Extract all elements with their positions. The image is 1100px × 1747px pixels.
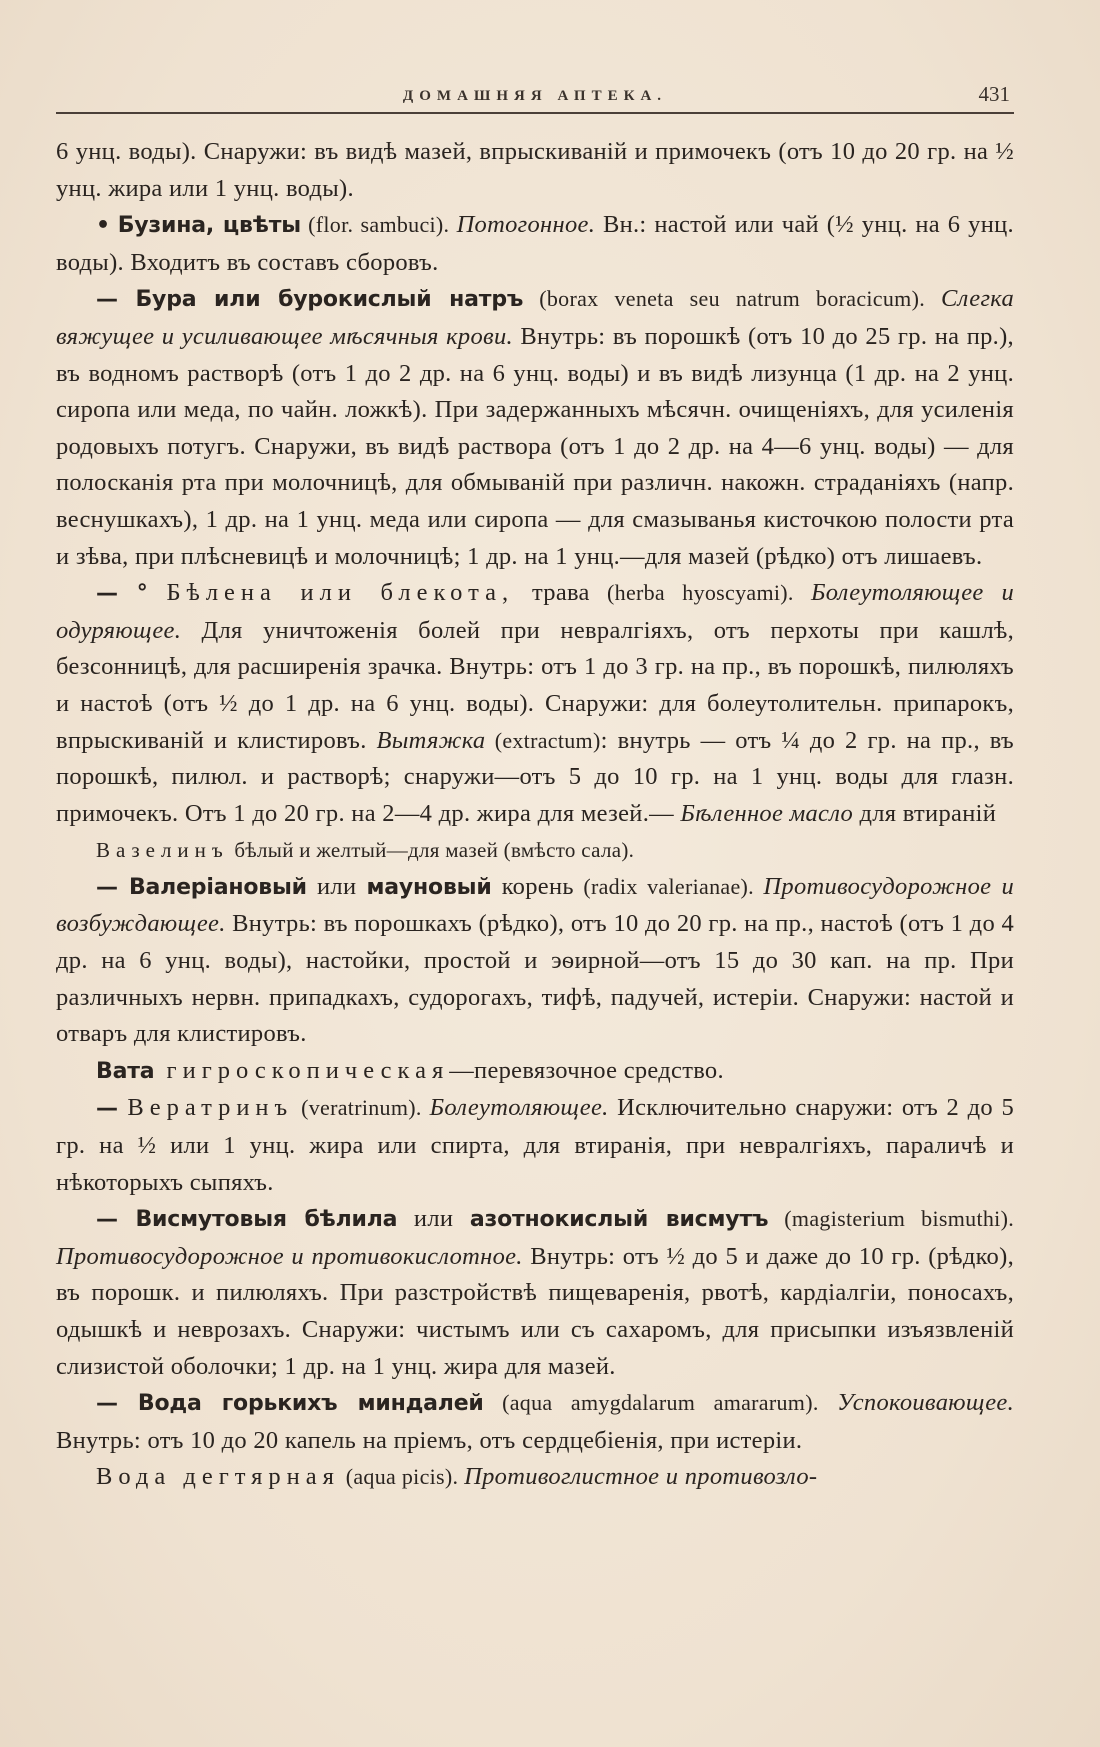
page-header: [56, 82, 1014, 108]
entry-action: Потогонное.: [456, 211, 596, 239]
entry-vata: [56, 1053, 1014, 1091]
entry-veratrin: — Вератринъ (veratrinum). Болеутоляющее. Исключительно снаружи: отъ 2 до 5 гр. на ½ или 1 унц. жира или спирта, для втиранія, при невралгіяхъ, параличѣ и нѣкоторыхъ сыпяхъ.: [56, 1094, 1014, 1196]
running-title: ДОМАШНЯЯ АПТЕКА.: [402, 88, 668, 104]
entry-latin: (borax veneta seu natrum boracicum).: [523, 286, 942, 312]
entry-action: Противосудорожное и возбуждающее.: [56, 872, 1014, 938]
entry-name: Бура или бурокислый натръ: [135, 287, 524, 313]
entry-latin: (veratrinum).: [293, 1095, 430, 1121]
poison-star-mark: •: [96, 213, 110, 239]
oil-name: Бѣленное масло: [680, 799, 854, 827]
entry-belena: — ° Бѣлена или блекота, трава (herba hyoscyami). Болеутоляющее и одуряющее. Для уничтоженія болей при невралгіяхъ, отъ перхоты при кашлѣ, безсонницѣ, для расширенія зрачка. Внутрь: отъ 1 до 3 гр. на пр., въ порошкѣ, пилюляхъ и настоѣ (отъ ½ до 1 др. на 6 унц. воды). Снаружи: для болеутолительн. припарокъ, впрыскиваній и клистировъ. Вытяжка (extractum): внутрь — отъ ¼ до 2 гр. на пр., въ порошкѣ, пилюл. и растворѣ; снаружи—отъ 5 до 10 гр. на 1 унц. воды для глазн. примочекъ. Отъ 1 до 20 гр. на 2—4 др. жира для мезей.— Бѣленное масло для втираній: [56, 579, 1014, 827]
entry-action: Болеутоляющее и одуряющее.: [56, 579, 1014, 644]
entry-text: Исключительно снаружи: отъ 2 до 5 гр. на ½ или 1 унц. жира или спирта, для втиранія, при невралгіяхъ, параличѣ и нѣкоторыхъ сыпяхъ.: [56, 1094, 1014, 1196]
extract-name: Вытяжка: [376, 726, 486, 754]
entry-valerian: — Валеріановый или мауновый корень (radix valerianae). Противосудорожное и возбуждающее. Внутрь: въ порошкахъ (рѣдко), отъ 10 до 20 гр. на пр., настоѣ (отъ 1 до 4 др. на 6 унц. воды), настойки, простой и эѳирной—отъ 15 до 30 кап. на пр. При различныхъ нервн. припадкахъ, судорогахъ, тифѣ, падучей, истеріи. Снаружи: настой и отваръ для клистировъ.: [56, 872, 1014, 1048]
page-number: 431: [978, 82, 1010, 106]
entry-name-alt: мауновый: [366, 874, 492, 900]
entry-voda-degtyar: [56, 1459, 1014, 1496]
entry-latin: (magisterium bismuthi).: [768, 1206, 1015, 1232]
entry-text: Внутрь: отъ ½ до 5 и даже до 10 гр. (рѣдко), въ порошк. и пилюляхъ. При разстройствѣ пищеваренія, рвотѣ, кардіалгіи, поносахъ, одышкѣ и неврозахъ. Снаружи: чистымъ или съ сахаромъ, для присыпки изъязвленій слизистой оболочки; 1 др. на 1 унц. жира для мазей.: [56, 1242, 1014, 1380]
page-body: [56, 134, 1014, 1496]
entry-text: Вн.: настой или чай (½ унц. на 6 унц. воды). Входитъ въ составъ сборовъ.: [56, 211, 1014, 276]
entry-action: Противоглистное и противозло-: [464, 1463, 818, 1491]
entry-latin: (aqua picis).: [339, 1464, 465, 1490]
entry-latin: (radix valerianae).: [573, 873, 764, 899]
entry-text: Внутрь: въ порошкѣ (отъ 10 до 25 гр. на пр.), въ водномъ растворѣ (отъ 1 до 2 др. на 6 унц. воды) и въ видѣ лизунца (1 др. на 2 унц. сиропа или меда, по чайн. ложкѣ). При задержанныхъ мѣсячн. очищеніяхъ, для усиленія родовыхъ потугъ. Снаружи, въ видѣ раствора (отъ 1 до 2 др. на 4—6 унц. воды) — для полосканія рта при молочницѣ, для обмываній при различн. накожн. страданіяхъ (напр. веснушкахъ), 1 др. на 1 унц. меда или сиропа — для смазыванья кисточкою полости рта и зѣва, при плѣсневицѣ и молочницѣ; 1 др. на 1 унц.—для мазей (рѣдко) отъ лишаевъ.: [56, 322, 1014, 570]
entry-text: —перевязочное средство.: [449, 1056, 724, 1084]
entry-name: Валеріановый: [128, 874, 307, 900]
entry-text: Для уничтоженія болей при невралгіяхъ, отъ перхоты при кашлѣ, безсонницѣ, для расширенія зрачка. Внутрь: отъ 1 до 3 гр. на пр., въ порошкѣ, пилюляхъ и настоѣ (отъ ½ до 1 др. на 6 унц. воды). Снаружи: для болеутолительн. припарокъ, впрыскиваній и клистировъ.: [56, 616, 1014, 754]
entry-action: Болеутоляющее.: [429, 1094, 609, 1122]
entry-buzina: [56, 207, 1014, 281]
entry-name: Вода дегтярная: [96, 1463, 340, 1491]
entry-action: Противосудорожное и противокислотное.: [56, 1242, 523, 1270]
entry-latin: (flor. sambuci).: [300, 212, 457, 238]
entry-name-spaced: гигроскопическая: [154, 1056, 450, 1084]
entry-latin: (aqua amygdalarum amararum).: [483, 1390, 838, 1416]
entry-name: Вератринъ: [127, 1094, 294, 1122]
entry-vazelin: [56, 832, 1014, 869]
entry-text: Внутрь: отъ 10 до 20 капель на пріемъ, отъ сердцебіенія, при истеріи.: [56, 1426, 803, 1454]
entry-name: Вата: [96, 1058, 155, 1084]
entry-action: Успокоивающее.: [837, 1389, 1015, 1417]
entry-name: Бузина, цвѣты: [117, 213, 301, 239]
entry-name-alt: азотнокислый висмутъ: [469, 1207, 769, 1233]
entry-name: Висмутовыя бѣлила: [135, 1207, 398, 1233]
entry-latin: (herba hyoscyami).: [589, 580, 811, 606]
header-rule: [56, 112, 1014, 114]
entry-action: Слегка вяжущее и усиливающее мѣсячныя крови.: [56, 285, 1014, 350]
entry-text: бѣлый и желтый—для мазей (вмѣсто сала).: [228, 838, 635, 863]
entry-name: Вазелинъ: [96, 838, 229, 863]
entry-continuation: 6 унц. воды). Снаружи: въ видѣ мазей, впрыскиваній и примочекъ (отъ 10 до 20 гр. на ½ унц. жира или 1 унц. воды).: [56, 138, 1014, 202]
entry-name: Бѣлена или блекота,: [166, 579, 515, 607]
entry-voda-mindal: — Вода горькихъ миндалей (aqua amygdalarum amararum). Успокоивающее. Внутрь: отъ 10 до 20 капель на пріемъ, отъ сердцебіенія, при истеріи.: [56, 1389, 1015, 1454]
entry-text: Внутрь: въ порошкахъ (рѣдко), отъ 10 до 20 гр. на пр., настоѣ (отъ 1 до 4 др. на 6 унц. воды), настойки, простой и эѳирной—отъ 15 до 30 кап. на пр. При различныхъ нервн. припадкахъ, судорогахъ, тифѣ, падучей, истеріи. Снаружи: настой и отваръ для клистировъ.: [56, 910, 1014, 1048]
entry-bura: — Бура или бурокислый натръ (borax veneta seu natrum boracicum). Слегка вяжущее и усиливающее мѣсячныя крови. Внутрь: въ порошкѣ (отъ 10 до 25 гр. на пр.), въ водномъ растворѣ (отъ 1 до 2 др. на 6 унц. воды) и въ видѣ лизунца (1 др. на 2 унц. сиропа или меда, по чайн. ложкѣ). При задержанныхъ мѣсячн. очищеніяхъ, для усиленія родовыхъ потугъ. Снаружи, въ видѣ раствора (отъ 1 до 2 др. на 4—6 унц. воды) — для полосканія рта при молочницѣ, для обмываній при различн. накожн. страданіяхъ (напр. веснушкахъ), 1 др. на 1 унц. меда или сиропа — для смазыванья кисточкою полости рта и зѣва, при плѣсневицѣ и молочницѣ; 1 др. на 1 унц.—для мазей (рѣдко) отъ лишаевъ.: [56, 285, 1014, 570]
entry-vismut: — Висмутовыя бѣлила или азотнокислый висмутъ (magisterium bismuthi). Противосудорожное и противокислотное. Внутрь: отъ ½ до 5 и даже до 10 гр. (рѣдко), въ порошк. и пилюляхъ. При разстройствѣ пищеваренія, рвотѣ, кардіалгіи, поносахъ, одышкѣ и неврозахъ. Снаружи: чистымъ или съ сахаромъ, для присыпки изъязвленій слизистой оболочки; 1 др. на 1 унц. жира для мазей.: [56, 1205, 1015, 1380]
entry-name: Вода горькихъ миндалей: [137, 1391, 484, 1417]
